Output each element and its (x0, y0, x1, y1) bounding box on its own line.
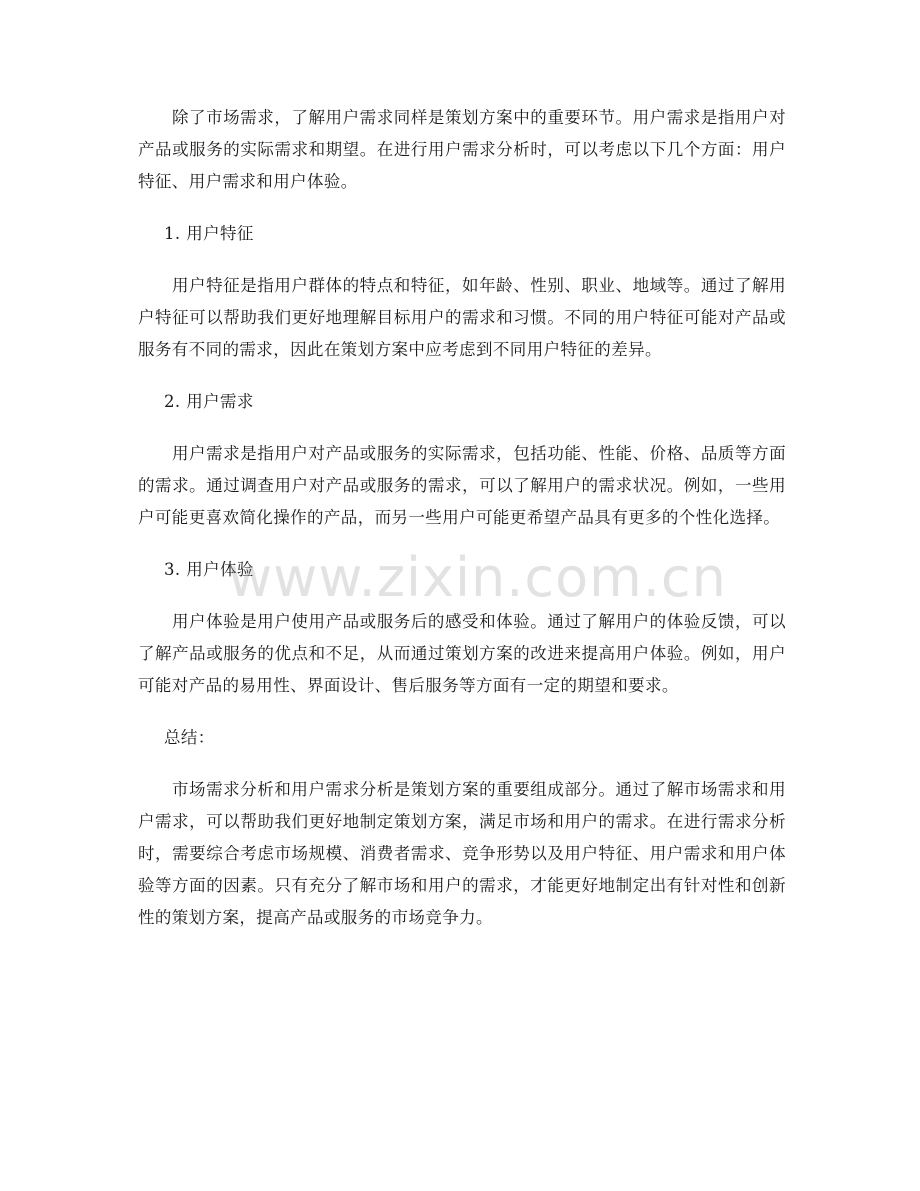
section-heading-user-characteristics: 1. 用户特征 (164, 224, 254, 243)
section-heading-user-needs: 2. 用户需求 (164, 392, 254, 411)
user-experience-paragraph: 用户体验是用户使用产品或服务后的感受和体验。通过了解用户的体验反馈，可以了解产品或服务的优点和不足，从而通过策划方案的改进来提高用户体验。例如，用户可能对产品的易用性、界面设计、售后服务等方面有一定的期望和要求。 (138, 612, 786, 695)
summary-paragraph: 市场需求分析和用户需求分析是策划方案的重要组成部分。通过了解市场需求和用户需求，可以帮助我们更好地制定策划方案，满足市场和用户的需求。在进行需求分析时，需要综合考虑市场规模、消费者需求、竞争形势以及用户特征、用户需求和用户体验等方面的因素。只有充分了解市场和用户的需求，才能更好地制定出有针对性和创新性的策划方案，提高产品或服务的市场竞争力。 (138, 780, 786, 927)
section-heading-user-experience: 3. 用户体验 (164, 560, 254, 579)
intro-paragraph: 除了市场需求，了解用户需求同样是策划方案中的重要环节。用户需求是指用户对产品或服务的实际需求和期望。在进行用户需求分析时，可以考虑以下几个方面：用户特征、用户需求和用户体验。 (138, 108, 786, 191)
summary-heading: 总结： (164, 728, 215, 747)
user-needs-paragraph: 用户需求是指用户对产品或服务的实际需求，包括功能、性能、价格、品质等方面的需求。通过调查用户对产品或服务的需求，可以了解用户的需求状况。例如，一些用户可能更喜欢简化操作的产品，而另一些用户可能更希望产品具有更多的个性化选择。 (138, 444, 786, 527)
document-body (138, 102, 786, 954)
user-characteristics-paragraph: 用户特征是指用户群体的特点和特征，如年龄、性别、职业、地域等。通过了解用户特征可以帮助我们更好地理解目标用户的需求和习惯。不同的用户特征可能对产品或服务有不同的需求，因此在策划方案中应考虑到不同用户特征的差异。 (138, 276, 786, 359)
watermark: www.zixin.com.cn (228, 546, 727, 609)
